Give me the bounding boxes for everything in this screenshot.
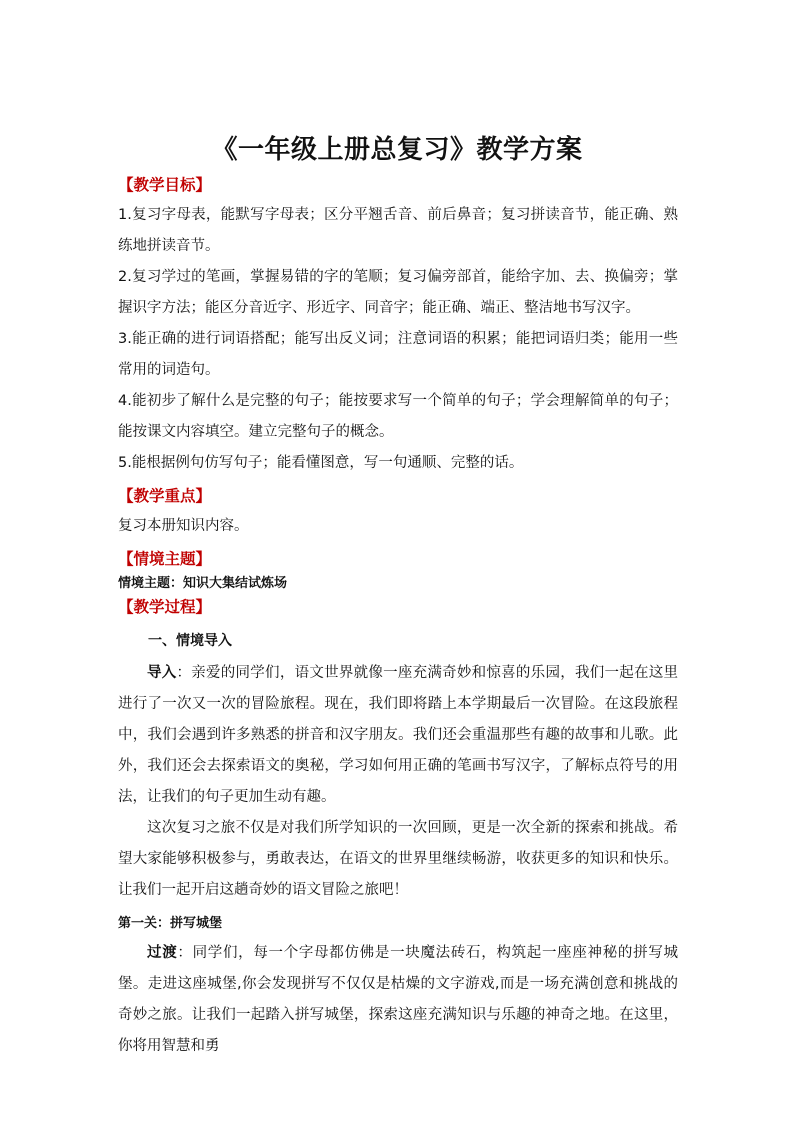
intro-lead-label: 导入 [147,665,177,681]
theme-text: 情境主题：知识大集结试炼场 [118,576,288,591]
focus-text: 复习本册知识内容。 [118,518,249,534]
intro-paragraph-1-text: ：亲爱的同学们，语文世界就像一座充满奇妙和惊喜的乐园，我们一起在这里进行了一次又一次的冒险旅程。现在，我们即将踏上本学期最后一次冒险。在这段旅程中，我们会遇到许多熟悉的拼音和汉字朋友。我们还会重温那些有趣的故事和儿歌。此外，我们还会去探索语文的奥秘，学习如何用正确的笔画书写汉字，了解标点符号的用法，让我们的句子更加生动有趣。 [118,665,678,805]
level1-heading: 第一关：拼写城堡 [118,916,223,931]
goal-item-3: 3.能正确的进行词语搭配；能写出反义词；注意词语的积累；能把词语归类；能用一些常用的词造句。 [118,331,678,378]
transition-paragraph-text: ：同学们，每一个字母都仿佛是一块魔法砖石，构筑起一座座神秘的拼写城堡。走进这座城堡,你会发现拼写不仅仅是枯燥的文字游戏,而是一场充满创意和挑战的奇妙之旅。让我们一起踏入拼写城堡，探索这座充满知识与乐趣的神奇之地。在这里，你将用智慧和勇 [118,945,679,1054]
transition-paragraph [118,938,678,1062]
section-heading-goals: 【教学目标】 [118,176,212,194]
goal-item-2: 2.复习学过的笔画，掌握易错的字的笔顺；复习偏旁部首，能给字加、去、换偏旁；掌握识字方法；能区分音近字、形近字、同音字；能正确、端正、整洁地书写汉字。 [118,269,678,316]
page-title: 《一年级上册总复习》教学方案 [211,135,583,165]
goal-item-4: 4.能初步了解什么是完整的句子；能按要求写一个简单的句子；学会理解简单的句子；能按课文内容填空。建立完整句子的概念。 [118,393,678,440]
section-heading-theme: 【情境主题】 [118,550,212,568]
transition-lead-label: 过渡 [147,945,178,961]
goal-item-5: 5.能根据例句仿写句子；能看懂图意，写一句通顺、完整的话。 [118,455,524,471]
intro-paragraph-1 [118,658,678,813]
section-heading-focus: 【教学重点】 [118,487,212,505]
intro-paragraph-2: 这次复习之旅不仅是对我们所学知识的一次回顾，更是一次全新的探索和挑战。希望大家能够积极参与，勇敢表达，在语文的世界里继续畅游，收获更多的知识和快乐。让我们一起开启这趟奇妙的语文冒险之旅吧！ [118,820,678,898]
goal-item-1: 1.复习字母表，能默写字母表；区分平翘舌音、前后鼻音；复习拼读音节，能正确、熟练地拼读音节。 [118,207,678,254]
intro-heading: 一、情境导入 [148,633,232,649]
section-heading-process: 【教学过程】 [118,598,212,616]
